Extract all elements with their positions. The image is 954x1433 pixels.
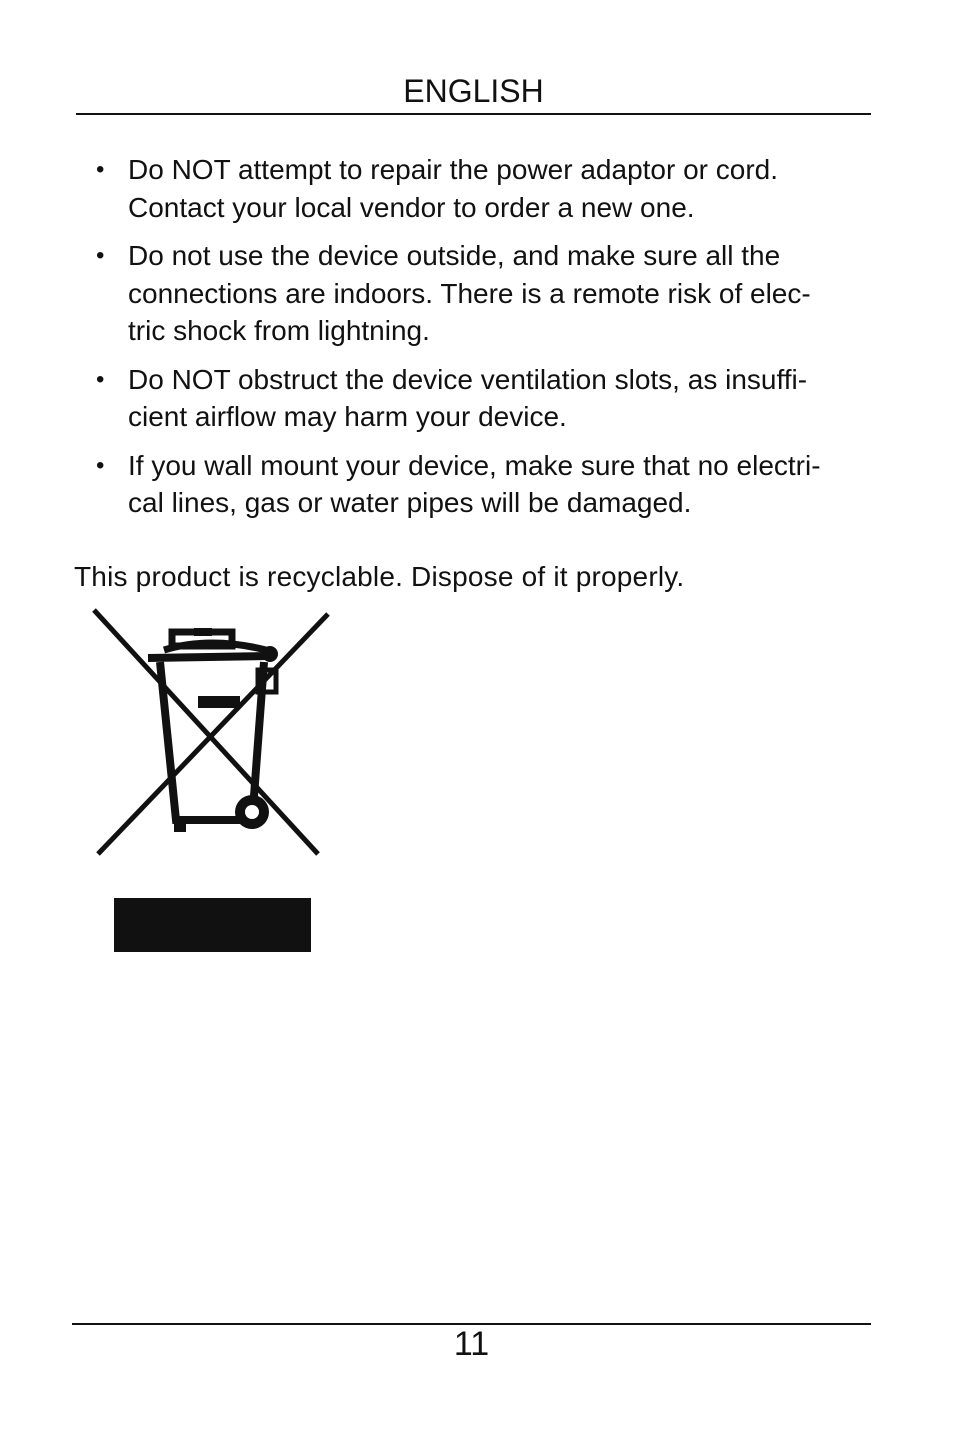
bullet-glyph: • bbox=[96, 242, 105, 269]
safety-warnings-list bbox=[96, 151, 871, 533]
bullet-text-line: connections are indoors. There is a remote risk of elec- bbox=[128, 277, 811, 309]
recycle-notice: This product is recyclable. Dispose of it properly. bbox=[74, 561, 685, 592]
bullet-text-line: cient airflow may harm your device. bbox=[128, 401, 567, 432]
bullet-text-line: Do NOT attempt to repair the power adaptor or cord. bbox=[128, 154, 779, 185]
bullet-text-line: If you wall mount your device, make sure that no electri- bbox=[128, 449, 821, 481]
bullet-glyph: • bbox=[96, 156, 105, 183]
bullet-glyph: • bbox=[96, 451, 105, 479]
bullet-text-line: Do not use the device outside, and make sure all the bbox=[128, 240, 781, 271]
bullet-text-line: Contact your local vendor to order a new one. bbox=[128, 191, 695, 223]
bullet-text-line: tric shock from lightning. bbox=[128, 315, 430, 346]
list-item bbox=[96, 237, 871, 350]
header-rule bbox=[76, 113, 871, 115]
bullet-text-line: cal lines, gas or water pipes will be damaged. bbox=[128, 487, 692, 518]
list-item bbox=[96, 361, 871, 436]
list-item bbox=[96, 447, 871, 522]
crossed-out-wheelie-bin-icon bbox=[90, 606, 332, 958]
bullet-glyph: • bbox=[96, 365, 105, 393]
list-item bbox=[96, 151, 871, 226]
bullet-text-line: Do NOT obstruct the device ventilation slots, as insuffi- bbox=[128, 363, 808, 395]
page-header-title: ENGLISH bbox=[403, 73, 544, 109]
page-number: 11 bbox=[453, 1325, 490, 1363]
